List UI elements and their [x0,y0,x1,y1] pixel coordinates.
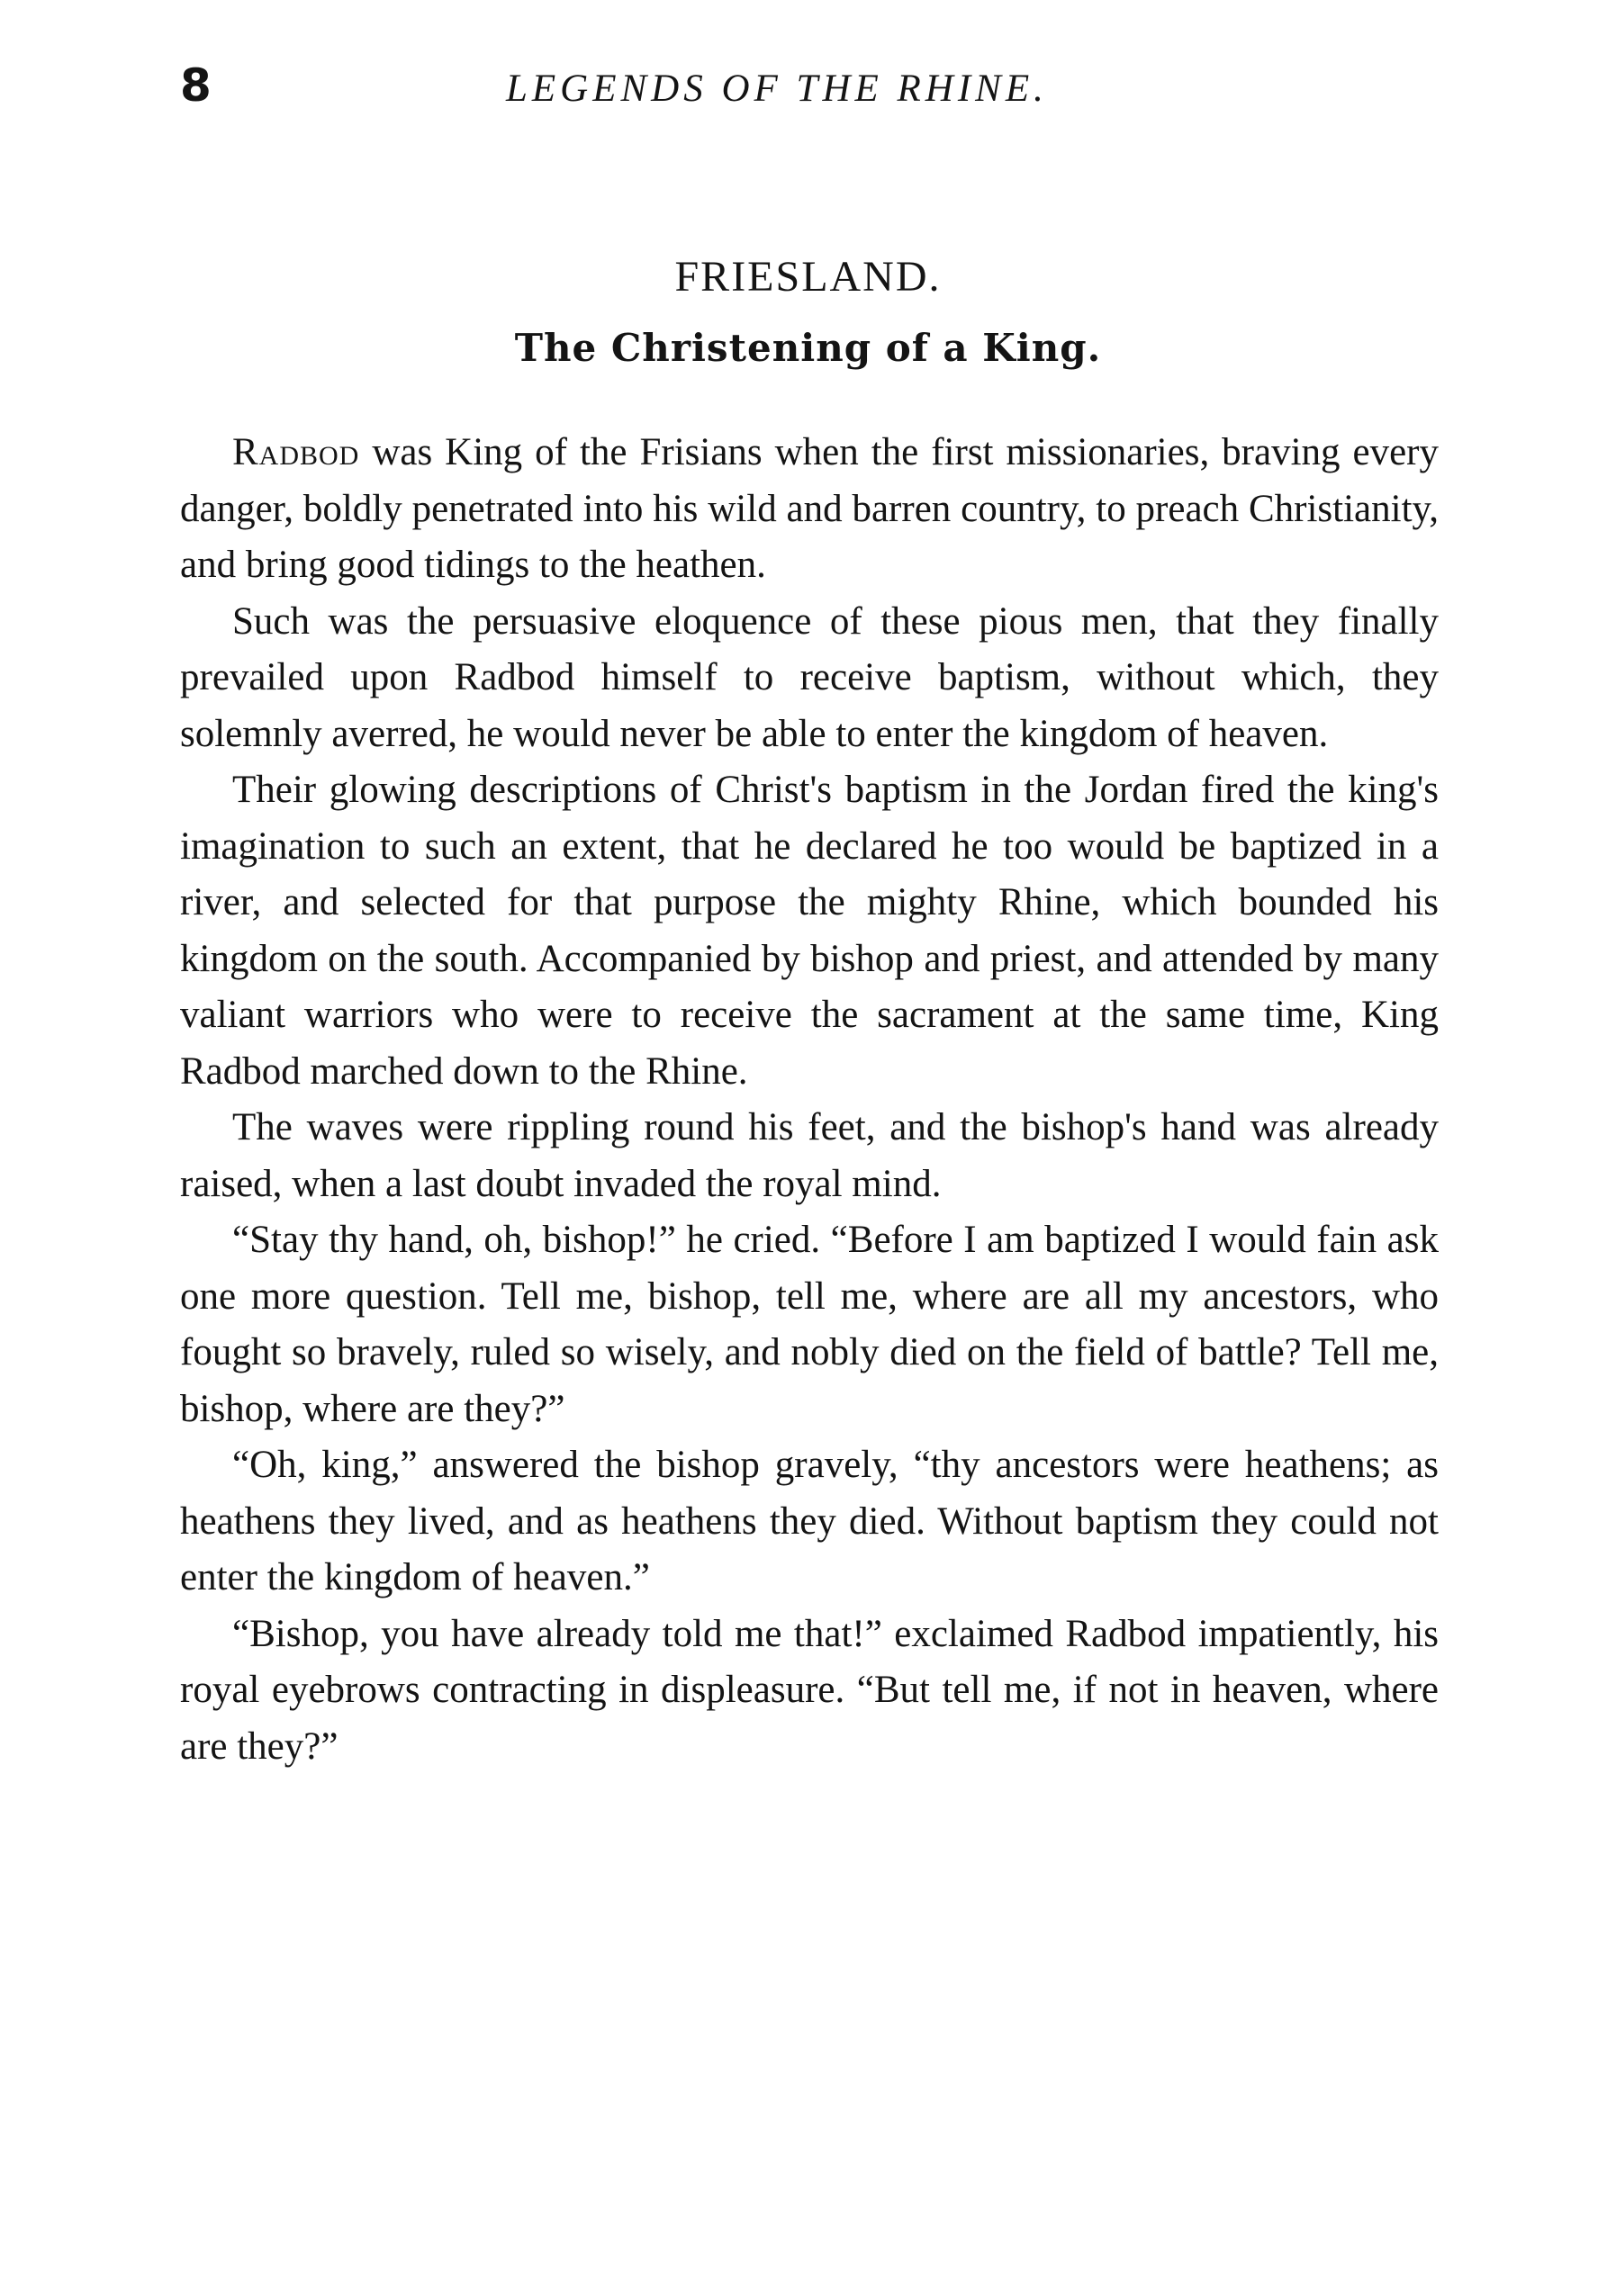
paragraph-text: Such was the persuasive eloquence of these pious men, that they finally prevailed upon Radbod himself to receive baptism, without which, they solemnly averred, he would never be able to enter the kingdom of heaven. [180,599,1439,755]
paragraph [180,1437,1439,1607]
running-title: LEGENDS OF THE RHINE. [506,68,1048,110]
paragraph-lead: Radbod [232,431,360,473]
chapter-subtitle: The Christening of a King. [514,326,1102,370]
paragraph [180,762,1439,1100]
body-text [180,425,1439,1775]
paragraph [180,1100,1439,1212]
paragraph [180,425,1439,594]
paragraph-text: “Bishop, you have already told me that!” exclaimed Radbod impatiently, his royal eyebrows contracting in displeasure. “But tell me, if not in heaven, where are they?” [180,1612,1439,1768]
paragraph-text: The waves were rippling round his feet, and the bishop's hand was already raised, when a last doubt invaded the royal mind. [180,1106,1439,1205]
paragraph [180,1212,1439,1437]
page-number: 8 [180,59,212,112]
running-head [180,59,1440,122]
paragraph [180,1607,1439,1776]
paragraph-text: “Stay thy hand, oh, bishop!” he cried. “Before I am baptized I would fain ask one more question. Tell me, bishop, tell me, where are all my ancestors, who fought so bravely, ruled so wisely, and nobly died on the field of battle? Tell me, bishop, where are they?” [180,1219,1439,1430]
paragraph-text: Their glowing descriptions of Christ's baptism in the Jordan fired the king's imagination to such an extent, that he declared he too would be baptized in a river, and selected for that purpose the mighty Rhine, which bounded his kingdom on the south. Accompanied by bishop and priest, and attended by many valiant warriors who were to receive the sacrament at the same time, King Radbod marched down to the Rhine. [180,769,1439,1093]
section-title: FRIESLAND. [674,253,942,301]
paragraph-text: “Oh, king,” answered the bishop gravely, “thy ancestors were heathens; as heathens they lived, and as heathens they died. Without baptism they could not enter the kingdom of heaven.” [180,1444,1439,1598]
paragraph-text: was King of the Frisians when the first missionaries, braving every danger, boldly penetrated into his wild and barren country, to preach Christianity, and bring good tidings to the heathen. [180,431,1439,586]
paragraph [180,594,1439,763]
